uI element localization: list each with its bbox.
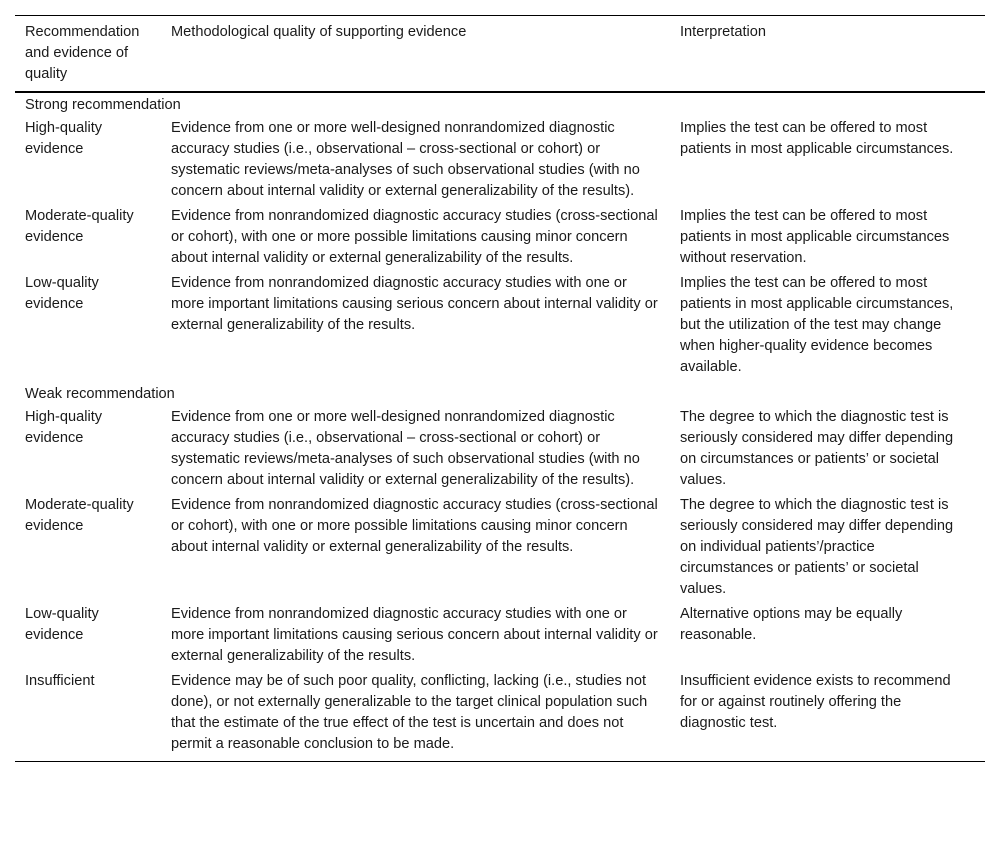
evidence-level: Moderate-quality evidence	[25, 208, 134, 245]
interpretation: The degree to which the diagnostic test is seriously considered may differ depending on circumstances or patients’ or societal values.	[680, 409, 954, 488]
table-row	[15, 604, 985, 671]
methodological-quality: Evidence from one or more well-designed nonrandomized diagnostic accuracy studies (i.e., observational – cross-sectional or cohort) or systematic reviews/meta-analyses of such observational studies (with no concern about internal validity or external generalizability of the results).	[171, 120, 640, 199]
header-methodological-quality: Methodological quality of supporting evidence	[161, 16, 670, 93]
methodological-quality: Evidence from nonrandomized diagnostic accuracy studies (cross-sectional or cohort), with one or more possible limitations causing minor concern about internal validity or external generalizability of the results.	[171, 208, 658, 266]
table-row	[15, 118, 985, 206]
evidence-level: Moderate-quality evidence	[25, 497, 134, 534]
interpretation: Implies the test can be offered to most patients in most applicable circumstances.	[680, 120, 954, 157]
recommendation-table-container	[15, 15, 985, 762]
evidence-level: Insufficient	[25, 673, 95, 689]
header-interpretation: Interpretation	[670, 16, 985, 93]
section-title: Weak recommendation	[25, 386, 175, 402]
methodological-quality: Evidence may be of such poor quality, conflicting, lacking (i.e., studies not done), or not externally generalizable to the target clinical population such that the estimate of the true effect of the test is uncertain and does not permit a reasonable conclusion to be made.	[171, 673, 648, 752]
section-title: Strong recommendation	[25, 97, 181, 113]
header-recommendation: Recommendation and evidence of quality	[15, 16, 161, 93]
recommendation-table	[15, 15, 985, 762]
table-row	[15, 206, 985, 273]
table-row	[15, 495, 985, 604]
methodological-quality: Evidence from nonrandomized diagnostic accuracy studies (cross-sectional or cohort), with one or more possible limitations causing minor concern about internal validity or external generalizability of the results.	[171, 497, 658, 555]
evidence-level: High-quality evidence	[25, 409, 103, 446]
table-row	[15, 671, 985, 762]
section-row-strong	[15, 92, 985, 118]
interpretation: Alternative options may be equally reasonable.	[680, 606, 903, 643]
table-header	[15, 16, 985, 93]
interpretation: Implies the test can be offered to most patients in most applicable circumstances without reservation.	[680, 208, 950, 266]
evidence-level: Low-quality evidence	[25, 275, 99, 312]
methodological-quality: Evidence from nonrandomized diagnostic accuracy studies with one or more important limitations causing serious concern about internal validity or external generalizability of the results.	[171, 275, 658, 333]
interpretation: Insufficient evidence exists to recommend for or against routinely offering the diagnostic test.	[680, 673, 951, 731]
evidence-level: High-quality evidence	[25, 120, 103, 157]
evidence-level: Low-quality evidence	[25, 606, 99, 643]
interpretation: The degree to which the diagnostic test is seriously considered may differ depending on individual patients’/practice circumstances or patients’ or societal values.	[680, 497, 954, 597]
table-body	[15, 92, 985, 762]
header-row	[15, 16, 985, 93]
table-row	[15, 273, 985, 382]
methodological-quality: Evidence from nonrandomized diagnostic accuracy studies with one or more important limitations causing serious concern about internal validity or external generalizability of the results.	[171, 606, 658, 664]
section-row-weak	[15, 382, 985, 407]
table-row	[15, 407, 985, 495]
interpretation: Implies the test can be offered to most patients in most applicable circumstances, but the utilization of the test may change when higher-quality evidence becomes available.	[680, 275, 954, 375]
methodological-quality: Evidence from one or more well-designed nonrandomized diagnostic accuracy studies (i.e., observational – cross-sectional or cohort) or systematic reviews/meta-analyses of such observational studies (with no concern about internal validity or external generalizability of the results).	[171, 409, 640, 488]
